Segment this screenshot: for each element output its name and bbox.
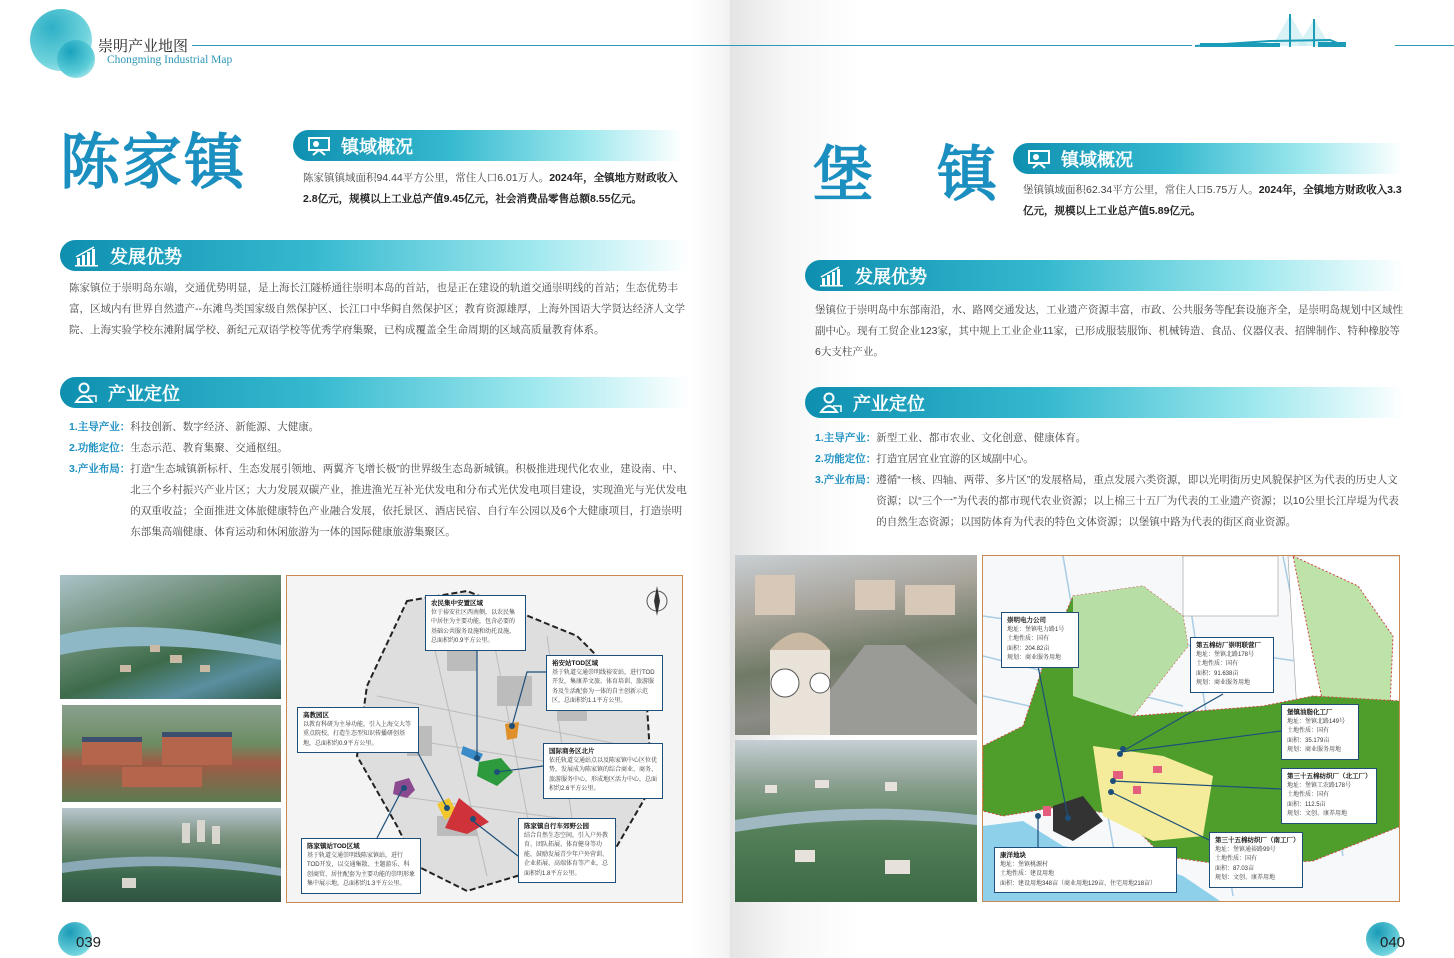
item-text: 打造宜居宜业宜游的区域副中心。 [876, 453, 1034, 465]
item-label: 3.产业布局： [69, 463, 131, 475]
positioning-list [69, 417, 687, 543]
overview-text-normal: 陈家镇镇域面积94.44平方公里，常住人口6.01万人。 [303, 172, 550, 184]
callout-line: 面积：112.5亩 [1287, 801, 1326, 808]
section-header-positioning [60, 377, 690, 408]
callout-title: 裕安站TOD区域 [552, 660, 599, 667]
callout-line: 土地性质：国有 [1196, 661, 1239, 667]
item-text: 打造“生态城镇新标杆、生态发展引领地、两翼齐飞增长极”的世界级生态岛新城镇。积极推进现代化农业，建设南、中、北三个乡村振兴产业片区；大力发展双碳产业，推进渔光互补光伏发电和分布式光伏发电项目建设，实现渔光与光伏发电的双重收益；全面推进文体旅健康特色产业融合发展，依托景区、酒店民宿、自行车公园以及6个大健康项目，打造崇明东部集高端健康、体育运动和休闲旅游为一体的国际健康旅游集聚区。 [130, 463, 687, 538]
positioning-item [69, 438, 687, 459]
photo-town-aerial [62, 808, 281, 902]
callout-line: 面积：建设用地348亩（商业用地129亩、住宅用地218亩） [1000, 880, 1157, 887]
callout-text: 基于轨道交通崇明线裕安站，进行TOD开发，集康养文旅、体育培训、旅游服务及生活配套为一体的自主创新示范区，总面积约1.1平方公里。 [552, 669, 655, 704]
item-label: 1.主导产业： [69, 421, 131, 433]
callout-line: 规划：文创、康养用地 [1287, 811, 1348, 817]
header-rule [192, 45, 1192, 46]
photo-town-river [735, 740, 977, 902]
map-callout [994, 847, 1177, 893]
header-subtitle: Chongming Industrial Map [107, 54, 233, 66]
baozhen-map [982, 555, 1400, 902]
photo-waterside-villas [60, 575, 281, 699]
growth-chart-icon [74, 245, 100, 267]
positioning-item [815, 428, 1405, 449]
section-header-overview [293, 130, 683, 161]
callout-line: 土地性质：建设用地 [1000, 871, 1055, 877]
callout-line: 规划：商业服务用地 [1007, 655, 1062, 661]
map-callout [518, 818, 616, 883]
header-title: 崇明产业地图 [98, 38, 189, 55]
overview-text [1023, 180, 1403, 222]
map-callout [1281, 704, 1359, 760]
person-location-icon [74, 382, 98, 404]
map-callout [425, 595, 526, 651]
section-header-overview [1013, 143, 1403, 174]
advantage-text: 堡镇位于崇明岛中东部南沿，水、路网交通发达，工业遗产资源丰富，市政、公共服务等配套设施齐全，是崇明岛规划中区域性副中心。现有工贸企业123家，其中规上工业企业11家，已形成服装服饰、机械铸造、食品、仪器仪表、招牌制作、特种橡胶等6大支柱产业。 [815, 304, 1403, 358]
callout-text: 结合自然生态空间，引入户外教育、团队拓展、体育健身等功能，鼓励发展青少年户外营训、企业拓展、高端体育等产业，总面积约1.8平方公里。 [524, 832, 609, 877]
callout-title: 康洋地块 [1000, 852, 1026, 859]
item-text: 生态示范、教育集聚、交通枢纽。 [130, 442, 288, 454]
callout-title: 高教园区 [303, 712, 329, 719]
callout-text: 以教育科研为主导功能，引入上海交大等重点院校，打造生态型知识传播研创基地，总面积约0.9平方公里。 [303, 721, 412, 747]
callout-title: 国际商务区北片 [549, 748, 595, 755]
callout-text: 位于裕安社区西南侧，以农民集中居住为主要功能，包含必要的基础公共服务设施和幼托设施，总面积约0.9平方公里。 [431, 609, 516, 644]
map-callout [301, 838, 421, 894]
callout-title: 陈家镇站TOD区域 [307, 843, 360, 850]
map-callout [297, 707, 419, 753]
presentation-icon [1027, 149, 1051, 169]
callout-title: 第三十五棉纺织厂（北工厂） [1287, 773, 1372, 780]
callout-line: 面积：87.03亩 [1215, 865, 1255, 872]
town-title-chenjia: 陈家镇 [60, 128, 246, 198]
item-label: 1.主导产业： [815, 432, 877, 444]
item-label: 2.功能定位： [69, 442, 131, 454]
map-callout [546, 655, 663, 711]
callout-title: 堡镇油脂化工厂 [1287, 709, 1333, 716]
map-callout [1190, 637, 1274, 693]
positioning-item [815, 449, 1405, 470]
item-text: 遵循“一核、四轴、两带、多片区”的发展格局，重点发展六类资源，即以光明街历史风貌保护区为代表的历史人文资源；以“三个一”为代表的都市现代农业资源；以上棉三十五厂为代表的工业遗产资源；以10公里长江岸堤为代表的自然生态资源；以国防体育为代表的特色文体资源；以堡镇中路为代表的街区商业资源。 [876, 474, 1399, 528]
item-text: 新型工业、都市农业、文化创意、健康体育。 [876, 432, 1087, 444]
photo-clock-tower [735, 555, 977, 735]
map-callout [1209, 832, 1303, 888]
section-header-positioning [805, 387, 1405, 418]
growth-chart-icon [819, 265, 845, 287]
section-title: 产业定位 [853, 393, 925, 414]
overview-text-bold: 2024年，全镇地方财政收入3.3亿元，规模以上工业总产值5.89亿元。 [1023, 184, 1402, 217]
chenjia-map [286, 575, 683, 903]
callout-text: 依托轨道交通站点以及陈家镇中心区位优势，发展成为陈家镇的综合商业、商务、旅游服务中心，形成地区活力中心，总面积约2.6平方公里。 [549, 757, 658, 792]
map-callout [1001, 612, 1079, 668]
callout-line: 地址：堡镇北路178号 [1196, 651, 1255, 658]
section-header-advantage [805, 260, 1405, 291]
advantage-text: 陈家镇位于崇明岛东端，交通优势明显，是上海长江隧桥通往崇明本岛的首站，也是正在建设的轨道交通崇明线的首站；生态优势丰富，区域内有世界自然遗产--东滩鸟类国家级自然保护区、长江口中华鲟自然保护区；教育资源雄厚，上海外国语大学贤达经济人文学院、上海实验学校东滩附属学校、新纪元双语学校等优秀学府集聚，已构成覆盖全生命周期的区域高质量教育体系。 [69, 282, 685, 336]
presentation-icon [307, 136, 331, 156]
section-title: 镇域概况 [341, 136, 413, 157]
callout-line: 地址：堡镇工农路178号 [1287, 782, 1352, 789]
callout-text: 基于轨道交通崇明线陈家镇站，进行TOD开发，以交通集散、主题游乐、科创商贸、居住配套为主要功能的崇明形象集中展示地，总面积约1.3平方公里。 [307, 852, 416, 887]
map-callout [1281, 768, 1377, 824]
positioning-item [69, 417, 687, 438]
page-number: 040 [1380, 934, 1406, 951]
section-title: 发展优势 [110, 246, 182, 267]
callout-line: 规划：商业服务用地 [1287, 747, 1342, 753]
callout-line: 面积：204.82亩 [1007, 645, 1050, 652]
callout-title: 第五棉纺厂崇明联营厂 [1196, 642, 1261, 649]
item-label: 3.产业布局： [815, 474, 877, 486]
person-location-icon [819, 392, 843, 414]
overview-text-bold: 2024年，全镇地方财政收入2.8亿元，规模以上工业总产值9.45亿元，社会消费品零售总额8.55亿元。 [303, 172, 678, 205]
item-label: 2.功能定位： [815, 453, 877, 465]
section-header-advantage [60, 240, 690, 271]
section-title: 发展优势 [855, 266, 927, 287]
callout-title: 崇明电力公司 [1007, 617, 1046, 624]
positioning-list [815, 428, 1405, 533]
overview-text [303, 168, 688, 210]
item-text: 科技创新、数字经济、新能源、大健康。 [130, 421, 320, 433]
callout-line: 地址：堡镇桃源村 [1000, 861, 1049, 868]
header-rule-end [1395, 45, 1454, 46]
callout-line: 地址：堡镇电力路1号 [1007, 626, 1065, 633]
callout-line: 面积：35.179亩 [1287, 737, 1330, 744]
callout-line: 土地性质：国有 [1287, 728, 1330, 734]
section-title: 产业定位 [108, 383, 180, 404]
overview-text-normal: 堡镇镇域面积62.34平方公里，常住人口5.75万人。 [1023, 184, 1259, 196]
callout-title: 陈家镇自行车郊野公园 [524, 823, 589, 830]
photo-campus [62, 705, 281, 802]
callout-line: 地址：堡镇北路149号 [1287, 718, 1346, 725]
bridge-icon [1190, 10, 1400, 50]
positioning-item [815, 470, 1405, 533]
town-title-baozhen: 堡 镇 [813, 140, 999, 210]
callout-title: 第三十五棉纺织厂（南工厂） [1215, 837, 1300, 844]
positioning-item [69, 459, 687, 543]
callout-line: 规划：商业服务用地 [1196, 680, 1251, 686]
callout-title: 农民集中安置区域 [431, 600, 483, 607]
callout-line: 地址：堡镇通裕路99号 [1215, 846, 1276, 853]
north-arrow-icon [647, 586, 667, 616]
callout-line: 土地性质：国有 [1215, 856, 1258, 862]
callout-line: 土地性质：国有 [1287, 792, 1330, 798]
section-title: 镇域概况 [1061, 149, 1133, 170]
callout-line: 面积：91.638亩 [1196, 670, 1239, 677]
logo-bubble-small [57, 40, 95, 78]
map-callout [543, 743, 663, 799]
callout-line: 土地性质：国有 [1007, 636, 1050, 642]
page-number: 039 [76, 934, 102, 951]
callout-line: 规划：文创、康养用地 [1215, 875, 1276, 881]
